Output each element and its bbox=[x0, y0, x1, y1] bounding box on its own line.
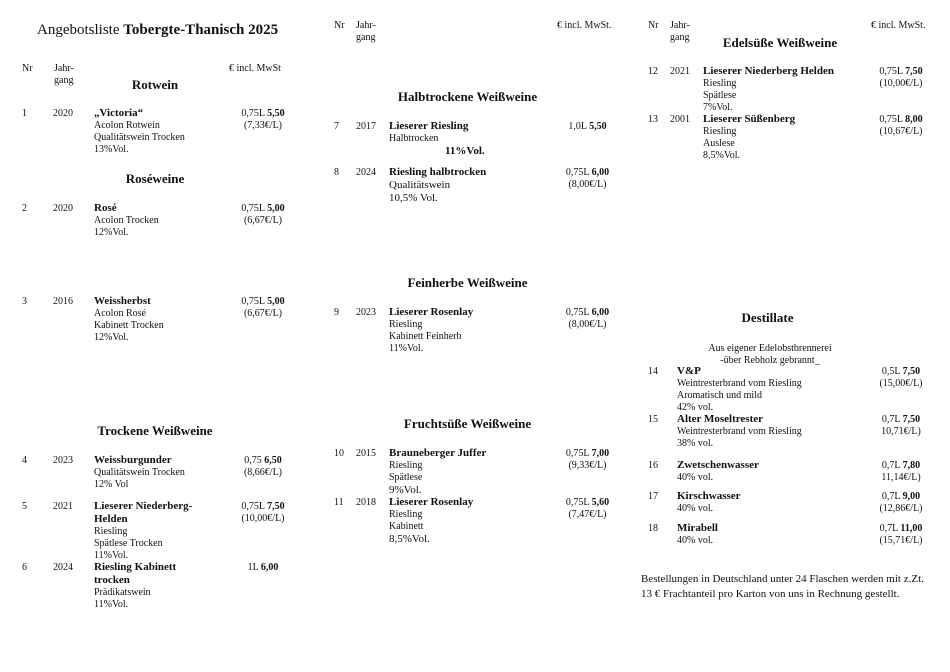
section-destillate: Destillate bbox=[741, 310, 794, 325]
item-name: Rosé bbox=[94, 202, 117, 214]
header-price: € incl. MwSt bbox=[229, 63, 281, 74]
item-year: 2023 bbox=[356, 307, 376, 318]
item-name: trocken bbox=[94, 574, 130, 586]
header-jahr-line1: Jahr- bbox=[670, 20, 690, 31]
section-halbtrockene: Halbtrockene Weißweine bbox=[397, 89, 538, 104]
shipping-note-line: 13 € Frachtanteil pro Karton von uns in Rechnung gestellt. bbox=[641, 588, 900, 600]
item-description: Riesling bbox=[703, 126, 737, 137]
item-description: 40% vol. bbox=[677, 503, 714, 514]
item-description: Weintresterbrand vom Riesling bbox=[677, 378, 802, 389]
price-line bbox=[540, 307, 635, 319]
item-price-value: 7,50 bbox=[902, 414, 921, 425]
item-price bbox=[218, 108, 308, 132]
item-description: 42% vol. bbox=[677, 402, 714, 413]
item-price-per-liter: (10,00€/L) bbox=[241, 513, 285, 524]
item-name: Brauneberger Juffer bbox=[389, 447, 487, 459]
item-description: Kabinett Feinherb bbox=[389, 331, 462, 342]
item-price-value: 5,50 bbox=[267, 108, 285, 119]
header-nr: Nr bbox=[648, 20, 659, 31]
item-number: 8 bbox=[334, 167, 339, 178]
item-name: Riesling Kabinett bbox=[94, 561, 177, 573]
item-year: 2020 bbox=[53, 203, 73, 214]
item-year: 2001 bbox=[670, 114, 690, 125]
destillate-note-line: Aus eigener Edelobstbrennerei bbox=[708, 343, 832, 354]
item-year: 2020 bbox=[53, 108, 73, 119]
price-line bbox=[852, 491, 950, 503]
price-line bbox=[852, 460, 950, 472]
item-name: Lieserer Süßenberg bbox=[703, 113, 796, 125]
section-fruchtsuesse: Fruchtsüße Weißweine bbox=[403, 416, 532, 431]
item-description: Riesling bbox=[389, 460, 423, 471]
item-description: 40% vol. bbox=[677, 535, 714, 546]
item-description: Acolon Rosé bbox=[94, 308, 146, 319]
price-line bbox=[852, 66, 950, 78]
item-volume: 0,75L bbox=[241, 203, 265, 214]
item-number: 6 bbox=[22, 562, 27, 573]
item-price-per-liter: (12,86€/L) bbox=[879, 503, 923, 514]
item-price-per-liter: (7,47€/L) bbox=[568, 509, 607, 520]
item-price-per-liter: (10,00€/L) bbox=[879, 78, 923, 89]
item-price-per-liter: (8,66€/L) bbox=[243, 467, 283, 478]
item-price-value: 9,00 bbox=[902, 491, 921, 502]
price-line bbox=[852, 523, 950, 535]
item-description: 11%Vol. bbox=[94, 550, 129, 561]
header-price: € incl. MwSt. bbox=[557, 20, 612, 31]
item-details bbox=[677, 459, 759, 484]
item-description: Halbtrocken bbox=[389, 133, 439, 144]
item-description: 12%Vol. bbox=[94, 332, 129, 343]
price-line bbox=[540, 448, 635, 460]
item-volume: 0,7L bbox=[881, 460, 901, 471]
item-number: 5 bbox=[22, 501, 27, 512]
item-description: 13%Vol. bbox=[94, 144, 129, 155]
section-rotwein: Rotwein bbox=[131, 77, 179, 92]
header-jahr-line2: gang bbox=[670, 32, 690, 43]
item-extra: 11%Vol. bbox=[445, 145, 485, 157]
item-price bbox=[540, 307, 635, 331]
item-description: 11%Vol. bbox=[94, 599, 129, 610]
item-price-value: 8,00 bbox=[905, 114, 923, 125]
item-description: 38% vol. bbox=[677, 438, 714, 449]
item-price-per-liter: (7,33€/L) bbox=[243, 120, 283, 131]
item-name: Riesling halbtrocken bbox=[389, 166, 487, 178]
item-price-value: 7,80 bbox=[902, 460, 921, 471]
item-number: 2 bbox=[22, 203, 27, 214]
item-price-value: 7,50 bbox=[905, 66, 923, 77]
header-jahr-line2: gang bbox=[356, 32, 376, 43]
price-line bbox=[540, 121, 635, 133]
item-price-value: 7,50 bbox=[902, 366, 921, 377]
item-volume: 0,5L bbox=[881, 366, 901, 377]
item-volume: 0,7L bbox=[881, 491, 901, 502]
price-line bbox=[852, 114, 950, 126]
page-title bbox=[37, 22, 278, 39]
item-number: 14 bbox=[648, 366, 658, 377]
item-year: 2017 bbox=[356, 121, 376, 132]
item-volume: 0,75L bbox=[879, 114, 903, 125]
item-name: Kirschwasser bbox=[677, 490, 741, 502]
item-description: Qualitätswein Trocken bbox=[94, 467, 185, 478]
item-price bbox=[218, 562, 308, 574]
item-price-value: 7,50 bbox=[267, 501, 285, 512]
price-line bbox=[852, 366, 950, 378]
item-number: 18 bbox=[648, 523, 658, 534]
destillate-note bbox=[690, 343, 850, 367]
item-price-value: 5,60 bbox=[591, 497, 610, 508]
item-name: „Victoria“ bbox=[94, 107, 144, 119]
item-price bbox=[852, 523, 950, 547]
header-jahrgang bbox=[670, 20, 690, 44]
item-details bbox=[94, 202, 159, 239]
item-description: Riesling bbox=[94, 526, 128, 537]
item-number: 17 bbox=[648, 491, 658, 502]
item-year: 2021 bbox=[53, 501, 73, 512]
item-details bbox=[677, 490, 741, 515]
item-description: Spätlese bbox=[703, 90, 737, 101]
item-year: 2024 bbox=[356, 167, 376, 178]
item-name: Weissburgunder bbox=[94, 454, 172, 466]
item-name: Weissherbst bbox=[94, 295, 151, 307]
price-line bbox=[218, 501, 308, 513]
item-description: 11%Vol. bbox=[389, 343, 424, 354]
item-price bbox=[540, 121, 635, 133]
item-volume: 0,75L bbox=[565, 167, 590, 178]
item-volume: 0,75L bbox=[879, 66, 903, 77]
item-price-value: 5,50 bbox=[589, 121, 607, 132]
item-price-per-liter: 11,14€/L) bbox=[881, 472, 921, 483]
item-details bbox=[94, 454, 185, 491]
item-number: 15 bbox=[648, 414, 658, 425]
section-feinherbe: Feinherbe Weißweine bbox=[407, 275, 528, 290]
item-price bbox=[852, 460, 950, 484]
item-number: 10 bbox=[334, 448, 344, 459]
price-line bbox=[540, 497, 635, 509]
item-details bbox=[94, 295, 164, 344]
item-volume: 0,7L bbox=[881, 414, 901, 425]
item-description: Spätlese Trocken bbox=[94, 538, 163, 549]
section-trockene: Trockene Weißweine bbox=[97, 423, 213, 438]
item-price-per-liter: (6,67€/L) bbox=[243, 308, 283, 319]
item-number: 7 bbox=[334, 121, 339, 132]
item-number: 12 bbox=[648, 66, 658, 77]
item-description: Kabinett Trocken bbox=[94, 320, 164, 331]
item-details bbox=[94, 500, 192, 562]
item-name: Mirabell bbox=[677, 522, 718, 534]
item-price-per-liter: (15,71€/L) bbox=[879, 535, 923, 546]
item-price-value: 6,00 bbox=[260, 562, 279, 573]
item-details bbox=[677, 413, 802, 450]
item-price-value: 5,00 bbox=[267, 203, 285, 214]
section-roseweine: Roséweine bbox=[125, 171, 185, 186]
item-number: 3 bbox=[22, 296, 27, 307]
shipping-note bbox=[641, 572, 924, 602]
item-name: Zwetschenwasser bbox=[677, 459, 759, 471]
item-price bbox=[852, 491, 950, 515]
price-line bbox=[218, 296, 308, 308]
item-details bbox=[389, 306, 473, 355]
item-description: Auslese bbox=[703, 138, 735, 149]
item-volume: 0,75L bbox=[241, 108, 265, 119]
item-details bbox=[677, 365, 802, 414]
price-line bbox=[218, 203, 308, 215]
item-price bbox=[218, 455, 308, 479]
item-description: Qualitätswein bbox=[389, 179, 451, 191]
item-description: Riesling bbox=[703, 78, 737, 89]
header-price: € incl. MwSt. bbox=[871, 20, 926, 31]
item-volume: 1,0L bbox=[568, 121, 587, 132]
item-price bbox=[218, 296, 308, 320]
header-jahr-line1: Jahr- bbox=[356, 20, 376, 31]
item-number: 1 bbox=[22, 108, 27, 119]
item-price bbox=[218, 203, 308, 227]
item-price-value: 7,00 bbox=[591, 448, 610, 459]
price-line bbox=[218, 455, 308, 467]
item-price-value: 6,00 bbox=[591, 167, 610, 178]
item-details bbox=[94, 107, 185, 156]
item-description: Aromatisch und mild bbox=[677, 390, 762, 401]
item-description: Riesling bbox=[389, 319, 423, 330]
item-price bbox=[852, 366, 950, 390]
header-nr: Nr bbox=[22, 63, 33, 74]
item-number: 16 bbox=[648, 460, 658, 471]
item-price-value: 5,00 bbox=[267, 296, 285, 307]
item-volume: 0,75L bbox=[241, 296, 265, 307]
item-volume: 0,75L bbox=[241, 501, 265, 512]
item-year: 2018 bbox=[356, 497, 376, 508]
header-jahr-line2: gang bbox=[54, 75, 74, 86]
item-price-value: 11,00 bbox=[900, 523, 923, 534]
item-name: Lieserer Niederberg- bbox=[94, 500, 193, 512]
item-price-per-liter: (8,00€/L) bbox=[568, 319, 607, 330]
item-name: V&P bbox=[677, 365, 701, 377]
item-description: Weintresterbrand vom Riesling bbox=[677, 426, 802, 437]
item-details bbox=[94, 561, 176, 611]
title-prefix: Angebotsliste bbox=[37, 22, 120, 38]
item-name: Alter Moseltrester bbox=[677, 413, 764, 425]
section-edelsuesse: Edelsüße Weißweine bbox=[722, 35, 838, 50]
item-description: 12%Vol. bbox=[94, 227, 129, 238]
item-price bbox=[540, 497, 635, 521]
item-number: 9 bbox=[334, 307, 339, 318]
item-name: Lieserer Riesling bbox=[389, 120, 469, 132]
shipping-note-line: Bestellungen in Deutschland unter 24 Flaschen werden mit z.Zt. bbox=[641, 573, 924, 585]
item-year: 2023 bbox=[53, 455, 73, 466]
header-jahr-line1: Jahr- bbox=[54, 63, 74, 74]
item-name: Lieserer Rosenlay bbox=[389, 496, 474, 508]
item-number: 13 bbox=[648, 114, 658, 125]
price-line bbox=[218, 108, 308, 120]
item-price-per-liter: (15,00€/L) bbox=[879, 378, 923, 389]
item-price-per-liter: (9,33€/L) bbox=[568, 460, 607, 471]
item-year: 2024 bbox=[53, 562, 73, 573]
item-volume: 0,75 bbox=[244, 455, 262, 466]
item-number: 4 bbox=[22, 455, 27, 466]
item-description: 8,5%Vol. bbox=[703, 150, 741, 161]
item-year: 2015 bbox=[356, 448, 376, 459]
item-volume: 1L bbox=[247, 562, 259, 573]
item-price-value: 6,00 bbox=[591, 307, 610, 318]
item-name: Helden bbox=[94, 513, 128, 525]
item-volume: 0,75L bbox=[565, 307, 590, 318]
header-jahrgang bbox=[356, 20, 376, 44]
item-details bbox=[389, 496, 473, 546]
price-line bbox=[852, 414, 950, 426]
item-price-per-liter: (8,00€/L) bbox=[568, 179, 607, 190]
item-name: Lieserer Rosenlay bbox=[389, 306, 474, 318]
item-description: Acolon Trocken bbox=[94, 215, 159, 226]
item-volume: 0,75L bbox=[565, 448, 590, 459]
item-details bbox=[389, 120, 485, 158]
item-price bbox=[540, 167, 635, 191]
header-nr: Nr bbox=[334, 20, 345, 31]
item-details bbox=[703, 65, 834, 114]
item-price bbox=[540, 448, 635, 472]
item-description: Spätlese bbox=[389, 472, 423, 483]
item-description: 9%Vol. bbox=[389, 484, 422, 496]
item-number: 11 bbox=[334, 497, 344, 508]
item-description: 10,5% Vol. bbox=[389, 192, 438, 204]
item-description: Kabinett bbox=[389, 521, 424, 532]
item-description: Riesling bbox=[389, 509, 423, 520]
item-price-per-liter: (6,67€/L) bbox=[243, 215, 283, 226]
item-description: Acolon Rotwein bbox=[94, 120, 160, 131]
item-description: 40% vol. bbox=[677, 472, 714, 483]
item-price-per-liter: (10,67€/L) bbox=[879, 126, 923, 137]
item-description: Qualitätswein Trocken bbox=[94, 132, 185, 143]
item-details bbox=[677, 522, 718, 547]
item-volume: 0,75L bbox=[565, 497, 590, 508]
item-year: 2021 bbox=[670, 66, 690, 77]
title-bold: Tobergte-Thanisch 2025 bbox=[123, 22, 279, 38]
price-line bbox=[540, 167, 635, 179]
item-details bbox=[389, 166, 486, 205]
item-price bbox=[852, 114, 950, 138]
item-description: Prädikatswein bbox=[94, 587, 151, 598]
price-line bbox=[218, 562, 308, 574]
item-description: 7%Vol. bbox=[703, 102, 733, 113]
item-details bbox=[703, 113, 795, 162]
item-details bbox=[389, 447, 486, 497]
item-price-per-liter: 10,71€/L) bbox=[881, 426, 921, 437]
item-price bbox=[218, 501, 308, 525]
item-price bbox=[852, 66, 950, 90]
destillate-note-line: -über Rebholz gebrannt_ bbox=[720, 355, 820, 366]
item-price-value: 6,50 bbox=[264, 455, 282, 466]
item-name: Lieserer Niederberg Helden bbox=[703, 65, 834, 77]
item-description: 12% Vol bbox=[94, 479, 129, 490]
item-volume: 0,7L bbox=[879, 523, 898, 534]
item-description: 8,5%Vol. bbox=[389, 533, 430, 545]
item-price bbox=[852, 414, 950, 438]
header-jahrgang bbox=[54, 63, 74, 87]
item-year: 2016 bbox=[53, 296, 73, 307]
